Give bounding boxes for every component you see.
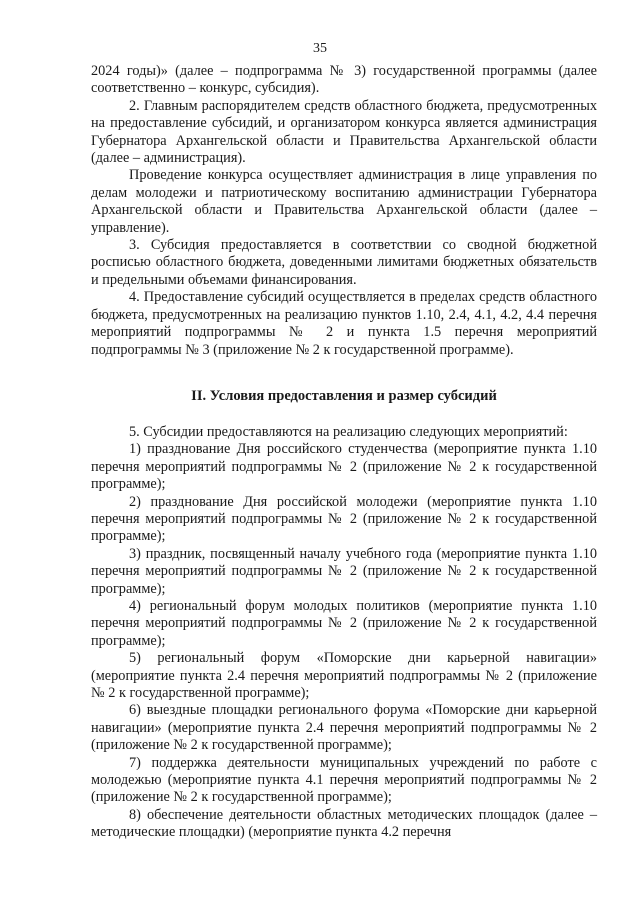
list-item-1: 1) празднование Дня российского студенчества (мероприятие пункта 1.10 перечня мероприятий подпрограммы № 2 (приложение № 2 к государственной программе); bbox=[91, 441, 597, 493]
list-item-5: 5) региональный форум «Поморские дни карьерной навигации» (мероприятие пункта 2.4 перечня мероприятий подпрограммы № 2 (приложение № 2 к государственной программе); bbox=[91, 650, 597, 701]
paragraph-continuation: 2024 годы)» (далее – подпрограмма № 3) государственной программы (далее соответственно – конкурс, субсидия). bbox=[91, 63, 597, 97]
section-gap bbox=[91, 405, 597, 424]
paragraph-2-continued: Проведение конкурса осуществляет администрация в лице управления по делам молодежи и патриотическому воспитанию администрации Губернатора Архангельской области и Правительства Архангельской области (далее – управление). bbox=[91, 167, 597, 236]
section-title: II. Условия предоставления и размер субсидий bbox=[191, 387, 497, 404]
list-item-3: 3) праздник, посвященный началу учебного года (мероприятие пункта 1.10 перечня мероприятий подпрограммы № 2 (приложение № 2 к государственной программе); bbox=[91, 545, 597, 597]
list-item-2: 2) празднование Дня российской молодежи (мероприятие пункта 1.10 перечня мероприятий подпрограммы № 2 (приложение № 2 к государственной программе); bbox=[91, 493, 597, 545]
paragraph-3: 3. Субсидия предоставляется в соответствии со сводной бюджетной росписью областного бюджета, доведенными лимитами бюджетных обязательств и предельными объемами финансирования. bbox=[91, 237, 597, 288]
list-item-8: 8) обеспечение деятельности областных методических площадок (далее – методические площадки) (мероприятие пункта 4.2 перечня bbox=[91, 806, 597, 841]
paragraph-4: 4. Предоставление субсидий осуществляется в пределах средств областного бюджета, предусмотренных на реализацию пунктов 1.10, 2.4, 4.1, 4.2, 4.4 перечня мероприятий подпрограммы № 2 и пункта 1.5 перечня мероприятий подпрограммы № 3 (приложение № 2 к государственной программе). bbox=[91, 289, 597, 358]
list-item-4: 4) региональный форум молодых политиков (мероприятие пункта 1.10 перечня мероприятий подпрограммы № 2 (приложение № 2 к государственной программе); bbox=[91, 597, 597, 649]
list-item-7: 7) поддержка деятельности муниципальных учреждений по работе с молодежью (мероприятие пункта 4.1 перечня мероприятий подпрограммы № 2 (приложение № 2 к государственной программе); bbox=[91, 754, 597, 806]
document-body bbox=[91, 63, 597, 842]
list-item-6: 6) выездные площадки регионального форума «Поморские дни карьерной навигации» (мероприятие пункта 2.4 перечня мероприятий подпрограммы № 2 (приложение № 2 к государственной программе); bbox=[91, 702, 597, 754]
paragraph-5: 5. Субсидии предоставляются на реализацию следующих мероприятий: bbox=[129, 423, 568, 440]
page-number: 35 bbox=[313, 41, 327, 56]
paragraph-2: 2. Главным распорядителем средств областного бюджета, предусмотренных на предоставление субсидий, и организатором конкурса является администрация Губернатора Архангельской области и Правительства Архангельской области (далее – администрация). bbox=[91, 97, 597, 167]
